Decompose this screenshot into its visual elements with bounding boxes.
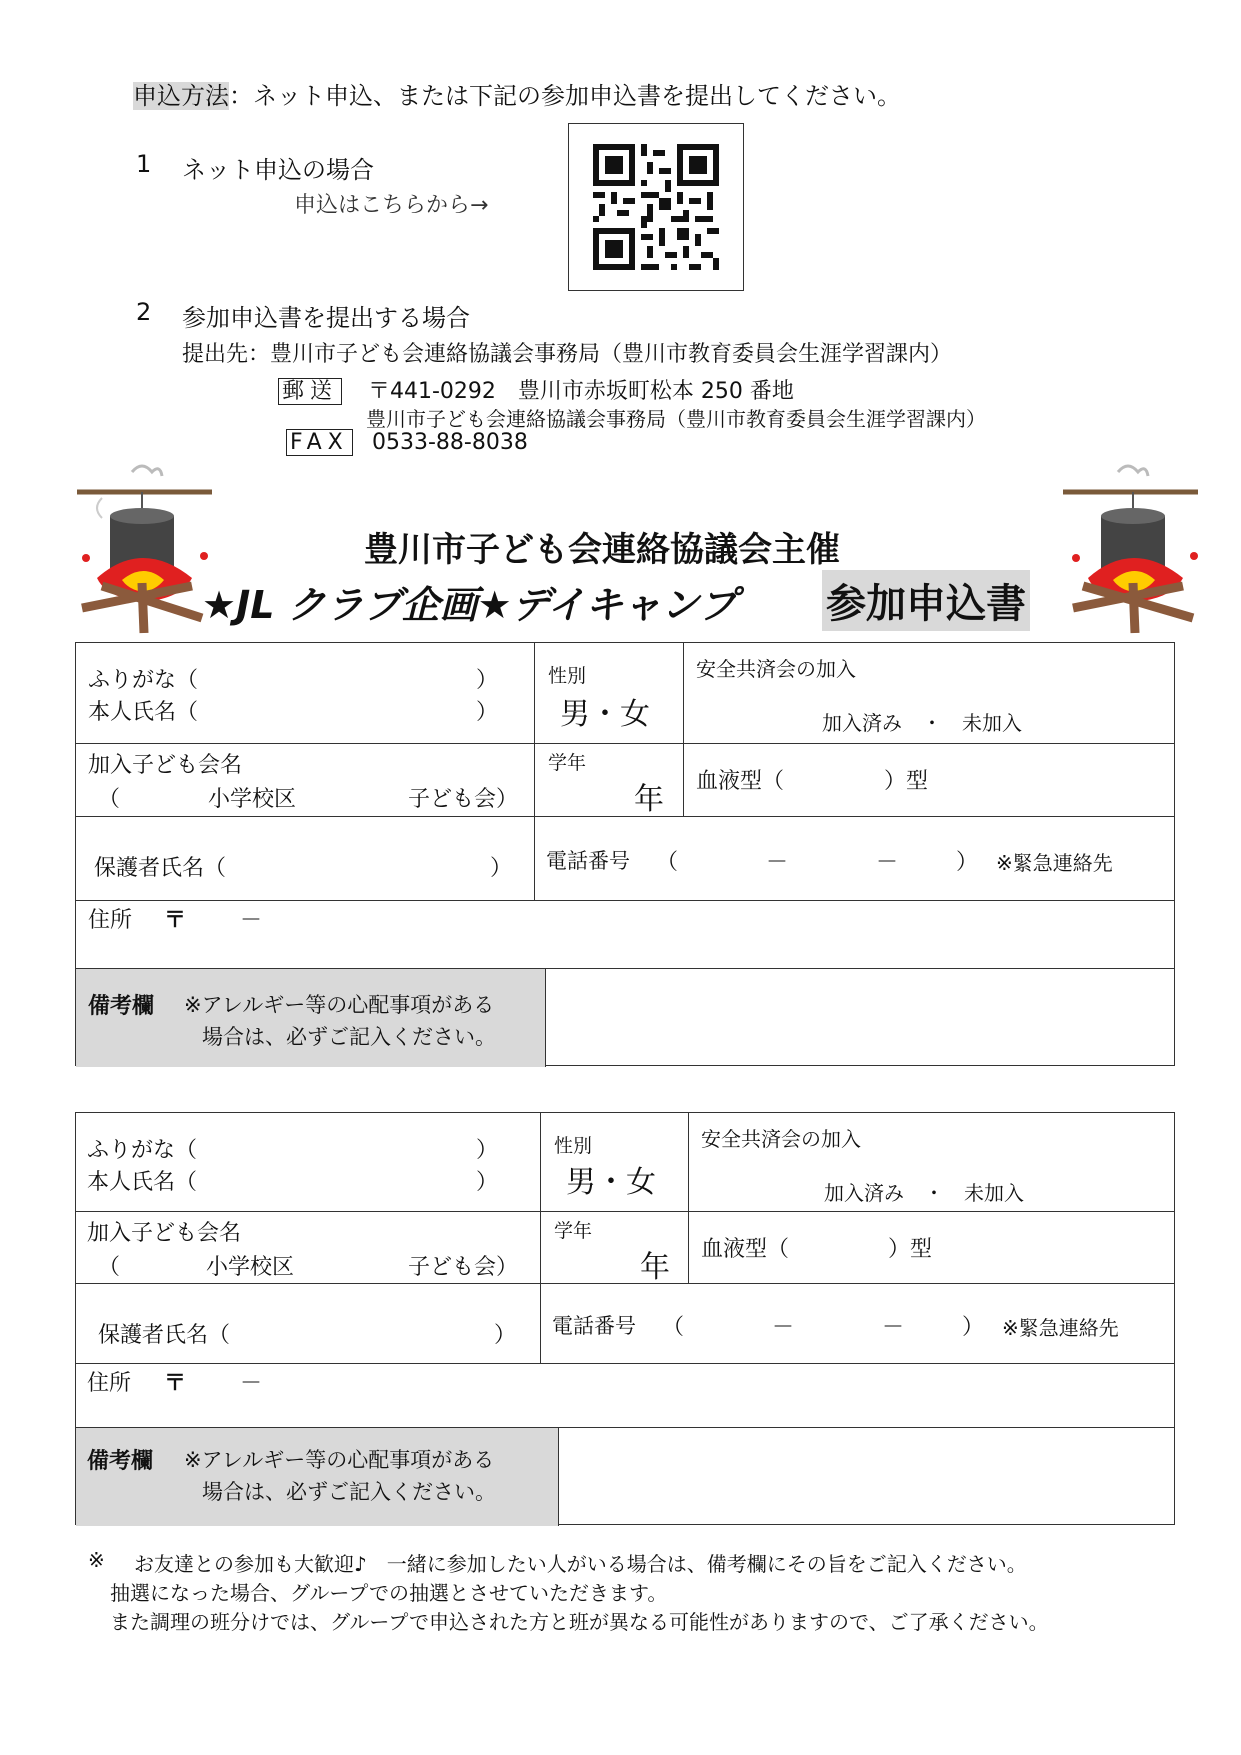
emergency-note: ※緊急連絡先: [1002, 1316, 1119, 1340]
phone-open[interactable]: （: [662, 1315, 685, 1340]
guardian-label[interactable]: 保護者氏名（: [98, 1323, 231, 1348]
name-close: ）: [476, 700, 499, 725]
blood-suffix: ）型: [884, 769, 929, 794]
club-open: （: [98, 1255, 121, 1280]
phone-dash-1: －: [772, 1315, 795, 1340]
postal-mark: 〒: [164, 908, 187, 933]
application-form-2: [75, 1112, 1175, 1525]
form1-row-name: [76, 643, 1174, 743]
mail-label: 郵送: [278, 378, 342, 405]
emergency-note: ※緊急連絡先: [996, 851, 1113, 875]
grade-label: 学年: [554, 1220, 593, 1242]
phone-open[interactable]: （: [656, 850, 679, 875]
form2-row-club: [76, 1211, 1174, 1283]
gender-options[interactable]: 男・女: [560, 697, 650, 732]
club-label: 加入子ども会名: [87, 1221, 242, 1246]
method-text: ：ネット申込、または下記の参加申込書を提出してください。: [229, 82, 901, 110]
grade-label: 学年: [548, 752, 587, 774]
club-suffix[interactable]: 子ども会）: [408, 787, 519, 812]
remarks-note2: 場合は、必ずご記入ください。: [202, 1025, 496, 1049]
phone-label: 電話番号: [552, 1314, 636, 1338]
blood-label[interactable]: 血液型（: [696, 769, 785, 794]
mail-address2: 豊川市子ども会連絡協議会事務局（豊川市教育委員会生涯学習課内）: [366, 407, 986, 431]
footer-line1: お友達との参加も大歓迎♪ 一緒に参加したい人がいる場合は、備考欄にその旨をご記入ください。: [134, 1552, 1027, 1576]
club-school[interactable]: 小学校区: [206, 1255, 295, 1280]
phone-close: ）: [962, 1315, 985, 1340]
gender-label: 性別: [548, 665, 587, 687]
guardian-close: ）: [490, 856, 513, 881]
blood-suffix: ）型: [888, 1237, 933, 1262]
title-badge: 参加申込書: [822, 570, 1030, 631]
remarks-input[interactable]: [547, 969, 1174, 1067]
insurance-options[interactable]: 加入済み ・ 未加入: [822, 711, 1022, 735]
furigana-label[interactable]: ふりがな（: [87, 1138, 198, 1163]
grade-unit[interactable]: 年: [640, 1250, 670, 1285]
item1-num: 1: [136, 150, 152, 178]
remarks-input[interactable]: [560, 1428, 1174, 1526]
furigana-close: ）: [476, 668, 499, 693]
postal-dash: －: [240, 1371, 263, 1396]
submit-to: 提出先：豊川市子ども会連絡協議会事務局（豊川市教育委員会生涯学習課内）: [182, 342, 953, 367]
item1-title: ネット申込の場合: [182, 156, 374, 184]
gender-options[interactable]: 男・女: [566, 1165, 656, 1200]
method-line: [133, 76, 901, 111]
item1-sub: 申込はこちらから→: [294, 193, 489, 218]
address-label[interactable]: 住所: [88, 908, 133, 933]
title-line1: 豊川市子ども会連絡協議会主催: [364, 530, 840, 570]
form1-row-remarks: [76, 968, 1174, 1067]
blood-label[interactable]: 血液型（: [701, 1237, 790, 1262]
method-label: 申込方法: [133, 82, 229, 110]
footer-line2: 抽選になった場合、グループでの抽選とさせていただきます。: [110, 1581, 668, 1605]
guardian-label[interactable]: 保護者氏名（: [94, 856, 227, 881]
name-label[interactable]: 本人氏名（: [88, 700, 199, 725]
qr-code-box[interactable]: [568, 123, 744, 291]
gender-label: 性別: [554, 1135, 593, 1157]
campfire-pot-icon: [1058, 458, 1208, 638]
phone-dash-2: －: [882, 1315, 905, 1340]
form1-row-address: [76, 900, 1174, 968]
club-school[interactable]: 小学校区: [208, 787, 297, 812]
furigana-label[interactable]: ふりがな（: [88, 668, 199, 693]
fax-label-box: [286, 430, 353, 455]
remarks-note1: ※アレルギー等の心配事項がある: [184, 1448, 495, 1472]
remarks-label: 備考欄: [87, 1449, 154, 1474]
title-line2: ★JL クラブ企画★デイキャンプ: [202, 583, 738, 627]
club-open: （: [98, 787, 121, 812]
qr-code-icon: [593, 144, 719, 270]
application-form-1: [75, 642, 1175, 1066]
mail-label-box: [278, 374, 342, 405]
phone-close: ）: [956, 850, 979, 875]
name-close: ）: [476, 1170, 499, 1195]
form2-row-remarks: [76, 1427, 1174, 1526]
phone-dash-2: －: [876, 850, 899, 875]
footer-mark: ※: [88, 1548, 105, 1572]
form1-row-club: [76, 743, 1174, 816]
postal-mark: 〒: [164, 1371, 187, 1396]
club-label: 加入子ども会名: [88, 753, 243, 778]
guardian-close: ）: [494, 1323, 517, 1348]
remarks-note2: 場合は、必ずご記入ください。: [202, 1480, 496, 1504]
address-label[interactable]: 住所: [87, 1371, 132, 1396]
insurance-label: 安全共済会の加入: [701, 1127, 861, 1151]
item2-title: 参加申込書を提出する場合: [182, 304, 470, 332]
form2-row-guardian: [76, 1283, 1174, 1363]
campfire-pot-icon: [72, 458, 222, 638]
fax-number: 0533-88-8038: [372, 430, 528, 455]
form2-row-address: [76, 1363, 1174, 1427]
phone-dash-1: －: [766, 850, 789, 875]
remarks-note1: ※アレルギー等の心配事項がある: [184, 993, 495, 1017]
remarks-label: 備考欄: [88, 994, 155, 1019]
phone-label: 電話番号: [546, 849, 630, 873]
furigana-close: ）: [476, 1138, 499, 1163]
mail-address: 〒441-0292 豊川市赤坂町松本 250 番地: [368, 379, 794, 404]
fax-label: FAX: [286, 429, 353, 456]
grade-unit[interactable]: 年: [634, 782, 664, 817]
club-suffix[interactable]: 子ども会）: [408, 1255, 519, 1280]
form1-row-guardian: [76, 816, 1174, 900]
insurance-label: 安全共済会の加入: [696, 657, 856, 681]
postal-dash: －: [240, 908, 263, 933]
item2-num: 2: [136, 298, 152, 326]
footer-line3: また調理の班分けでは、グループで申込された方と班が異なる可能性がありますので、ご了承ください。: [110, 1610, 1049, 1634]
name-label[interactable]: 本人氏名（: [87, 1170, 198, 1195]
insurance-options[interactable]: 加入済み ・ 未加入: [824, 1181, 1024, 1205]
form2-row-name: [76, 1113, 1174, 1211]
